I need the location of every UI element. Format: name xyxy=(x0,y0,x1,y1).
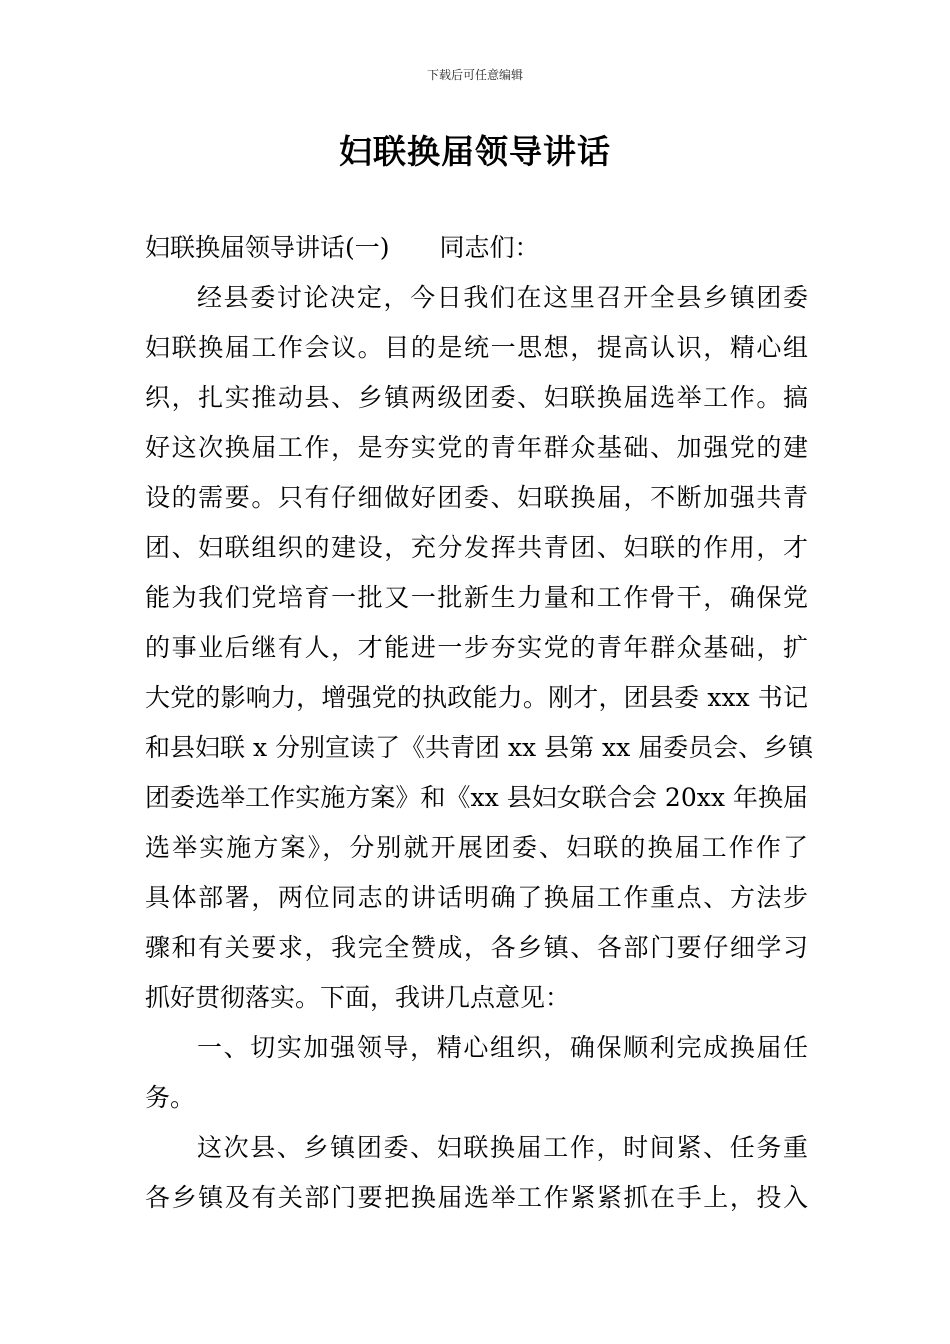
document-subtitle: 妇联换届领导讲话(一) xyxy=(145,233,390,262)
body-line: 各乡镇及有关部门要把换届选举工作紧紧抓在手上，投入 xyxy=(145,1183,808,1212)
body-line: 经县委讨论决定，今日我们在这里召开全县乡镇团委 xyxy=(197,283,808,312)
body-line: 具体部署，两位同志的讲话明确了换届工作重点、方法步 xyxy=(145,883,808,912)
body-line: 这次县、乡镇团委、妇联换届工作，时间紧、任务重 xyxy=(197,1133,808,1162)
opening-line xyxy=(145,223,808,273)
page-header: 下载后可任意编辑 xyxy=(426,68,523,82)
body-line: 团委选举工作实施方案》和《xx 县妇女联合会 20xx 年换届 xyxy=(145,783,808,812)
body-line: 抓好贯彻落实。下面，我讲几点意见： xyxy=(145,983,571,1012)
section-heading: 一、切实加强领导，精心组织，确保顺利完成换届任 xyxy=(197,1033,808,1062)
body-line: 的事业后继有人，才能进一步夯实党的青年群众基础，扩 xyxy=(145,633,808,662)
body-line: 好这次换届工作，是夯实党的青年群众基础、加强党的建 xyxy=(145,433,808,462)
body-line: 骤和有关要求，我完全赞成，各乡镇、各部门要仔细学习 xyxy=(145,933,808,962)
body-line: 大党的影响力，增强党的执政能力。刚才，团县委 xxx 书记 xyxy=(145,683,808,712)
body-line: 能为我们党培育一批又一批新生力量和工作骨干，确保党 xyxy=(145,583,808,612)
body-line: 织，扎实推动县、乡镇两级团委、妇联换届选举工作。搞 xyxy=(145,383,808,412)
body-line: 务。 xyxy=(145,1083,196,1112)
body-line: 团、妇联组织的建设，充分发挥共青团、妇联的作用，才 xyxy=(145,533,808,562)
body-line: 选举实施方案》，分别就开展团委、妇联的换届工作作了 xyxy=(145,833,808,862)
body-line: 和县妇联 x 分别宣读了《共青团 xx 县第 xx 届委员会、乡镇 xyxy=(145,733,814,762)
document-title: 妇联换届领导讲话 xyxy=(339,132,611,171)
document-body xyxy=(145,223,814,1223)
body-line: 妇联换届工作会议。目的是统一思想，提高认识，精心组 xyxy=(145,333,808,362)
body-line: 设的需要。只有仔细做好团委、妇联换届，不断加强共青 xyxy=(145,483,808,512)
salutation: 同志们： xyxy=(439,233,540,262)
